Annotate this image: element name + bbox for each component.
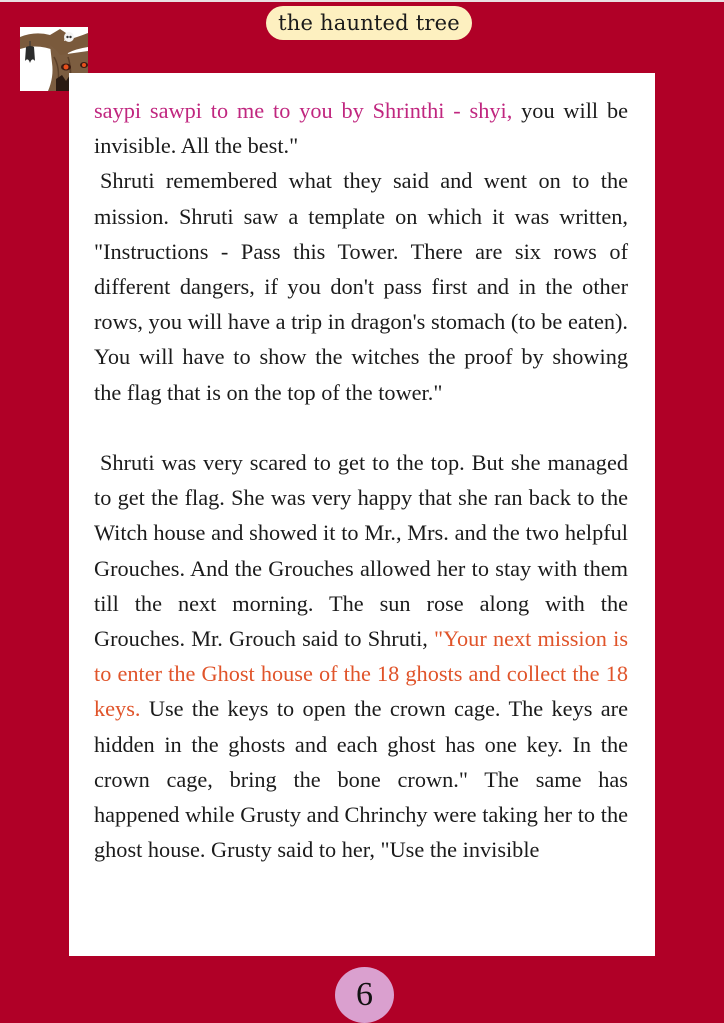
story-text <box>94 93 628 867</box>
top-border <box>0 0 724 2</box>
mission-quote-text: "Your next mission is to enter the Ghost house of the 18 ghosts and collect the 18 keys. <box>94 626 628 722</box>
paragraph-gap <box>94 410 628 445</box>
paragraph-1-rest: you will be invisible. All the best." <box>94 98 628 159</box>
paragraph-2: Shruti remembered what they said and went on to the mission. Shruti saw a template on which it was written, "Instructions - Pass this Tower. There are six rows of different dangers, if you don't pass first and in the other rows, you will have a trip in dragon's stomach (to be eaten). You will have to show the witches the proof by showing the flag that is on the top of the tower." <box>94 168 628 405</box>
page-content-panel <box>69 73 655 956</box>
page-number-badge: 6 <box>335 967 394 1023</box>
book-title: the haunted tree <box>266 6 472 40</box>
paragraph-3-start: Shruti was very scared to get to the top. But she managed to get the flag. She was very happy that she ran back to the Witch house and showed it to Mr., Mrs. and the two helpful Grouches. And the Grouches allowed her to stay with them till the next morning. The sun rose along with the Grouches. Mr. Grouch said to Shruti, <box>94 450 628 652</box>
magic-spell-text: saypi sawpi to me to you by Shrinthi - shyi, <box>94 98 513 123</box>
paragraph-3 <box>94 445 628 867</box>
paragraph-1 <box>94 93 628 163</box>
paragraph-3-end: Use the keys to open the crown cage. The keys are hidden in the ghosts and each ghost has one key. In the crown cage, bring the bone crown." The same has happened while Grusty and Chrinchy were taking her to the ghost house. Grusty said to her, "Use the invisible <box>94 696 628 863</box>
